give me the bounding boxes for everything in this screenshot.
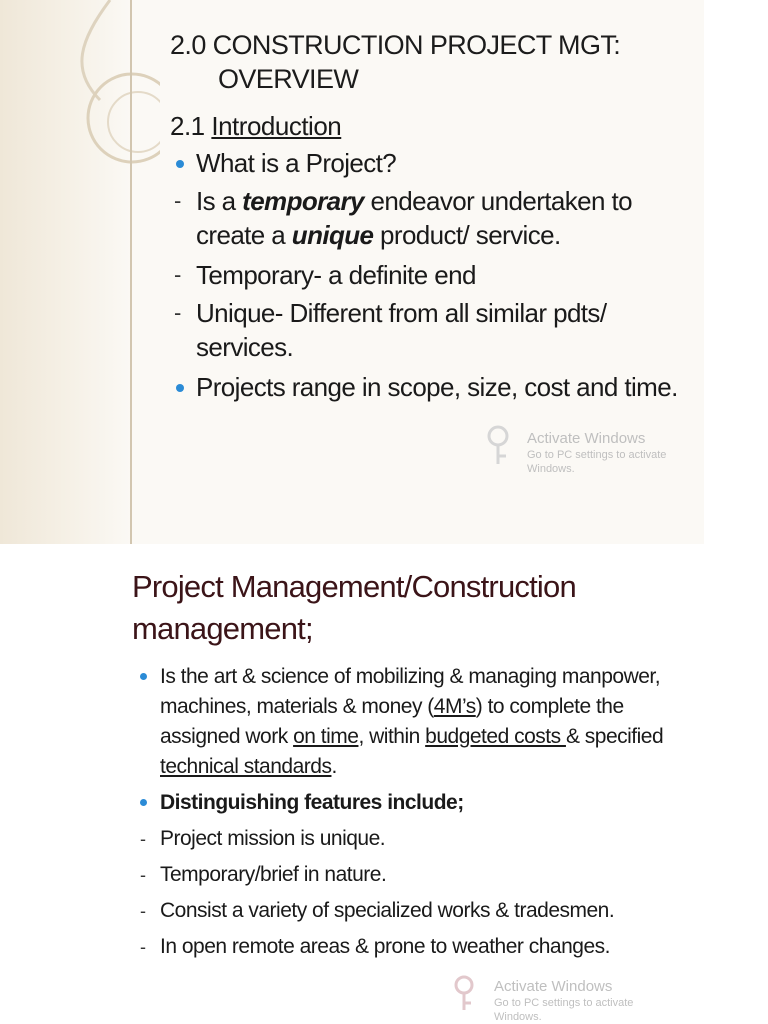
text-run: product/ service. bbox=[373, 220, 561, 250]
bullet-text: Projects range in scope, size, cost and time. bbox=[196, 372, 678, 402]
bullet-text: What is a Project? bbox=[196, 148, 397, 178]
watermark-subtitle-2: Windows. bbox=[527, 463, 575, 475]
dash-text bbox=[170, 184, 690, 252]
bullet-text: Distinguishing features include; bbox=[160, 791, 464, 814]
slide-intro bbox=[0, 0, 704, 544]
dash-item bbox=[132, 860, 672, 890]
dash-marker-icon: - bbox=[140, 829, 146, 849]
slide-title bbox=[170, 28, 690, 96]
key-icon bbox=[484, 424, 522, 466]
watermark-title: Activate Windows bbox=[494, 978, 613, 995]
slide-title bbox=[132, 566, 672, 650]
dash-text: Temporary/brief in nature. bbox=[160, 863, 387, 886]
underlined-4ms: 4M’s bbox=[433, 695, 476, 718]
section-title: Introduction bbox=[211, 111, 342, 141]
dash-item bbox=[170, 296, 690, 364]
dash-text: Unique- Different from all similar pdts/ services. bbox=[196, 298, 607, 362]
text-run: endeavor undertaken to create a bbox=[196, 186, 632, 250]
bullet-dot-icon bbox=[176, 384, 184, 392]
dash-text: In open remote areas & prone to weather changes. bbox=[160, 935, 610, 958]
activate-windows-watermark bbox=[494, 978, 633, 1024]
text-run: . bbox=[331, 755, 337, 778]
section-heading bbox=[170, 110, 690, 142]
title-line-1: 2.0 CONSTRUCTION PROJECT MGT: bbox=[170, 30, 621, 60]
section-number: 2.1 bbox=[170, 111, 212, 141]
text-run: & specified bbox=[565, 725, 664, 748]
watermark-subtitle-2: Windows. bbox=[494, 1011, 542, 1023]
emphasis-unique: unique bbox=[291, 220, 374, 250]
watermark-subtitle: Go to PC settings to activate bbox=[494, 997, 634, 1009]
dash-marker-icon: - bbox=[174, 262, 181, 287]
watermark-title: Activate Windows bbox=[527, 430, 646, 447]
dash-item bbox=[132, 932, 672, 962]
dash-text: Project mission is unique. bbox=[160, 827, 386, 850]
dash-marker-icon: - bbox=[140, 937, 146, 957]
text-run: Is the art & science of mobilizing & managing manpower, machines, materials & money ( bbox=[160, 665, 661, 718]
bullet-dot-icon bbox=[140, 673, 147, 680]
slide-project-management bbox=[60, 546, 680, 1024]
bullet-item bbox=[132, 662, 672, 782]
dash-marker-icon: - bbox=[140, 901, 146, 921]
watermark-subtitle: Go to PC settings to activate bbox=[527, 449, 667, 461]
bullet-item bbox=[170, 146, 690, 180]
slide-intro-content bbox=[170, 28, 690, 404]
bullet-item bbox=[170, 370, 690, 404]
title-line-1: Project Management/Construction bbox=[132, 569, 576, 604]
key-icon bbox=[452, 974, 486, 1012]
bullet-dot-icon bbox=[140, 799, 147, 806]
bullet-text bbox=[132, 662, 672, 782]
underlined-technical-standards: technical standards bbox=[160, 755, 332, 778]
text-run: Is a bbox=[196, 186, 243, 216]
dash-item bbox=[132, 896, 672, 926]
text-run: ) to complete the assigned work bbox=[160, 695, 624, 748]
band-divider bbox=[130, 0, 132, 544]
dash-marker-icon: - bbox=[140, 865, 146, 885]
dash-item bbox=[170, 184, 690, 252]
emphasis-temporary: temporary bbox=[242, 186, 364, 216]
activate-windows-watermark bbox=[527, 430, 666, 476]
bullet-item bbox=[132, 788, 672, 818]
underlined-on-time: on time bbox=[293, 725, 359, 748]
title-line-2: management; bbox=[132, 611, 313, 646]
feature-list bbox=[132, 662, 672, 962]
bullet-dot-icon bbox=[176, 160, 184, 168]
text-run: , within bbox=[358, 725, 426, 748]
dash-text: Temporary- a definite end bbox=[196, 260, 476, 290]
slide-pm-content bbox=[132, 566, 672, 962]
title-line-2: OVERVIEW bbox=[218, 64, 359, 94]
dash-text: Consist a variety of specialized works & tradesmen. bbox=[160, 899, 615, 922]
decorative-swirl-icon bbox=[40, 0, 160, 200]
dash-item bbox=[170, 258, 690, 292]
dash-item bbox=[132, 824, 672, 854]
dash-marker-icon: - bbox=[174, 300, 181, 325]
underlined-budgeted-costs: budgeted costs bbox=[425, 725, 566, 748]
dash-marker-icon: - bbox=[174, 188, 181, 213]
